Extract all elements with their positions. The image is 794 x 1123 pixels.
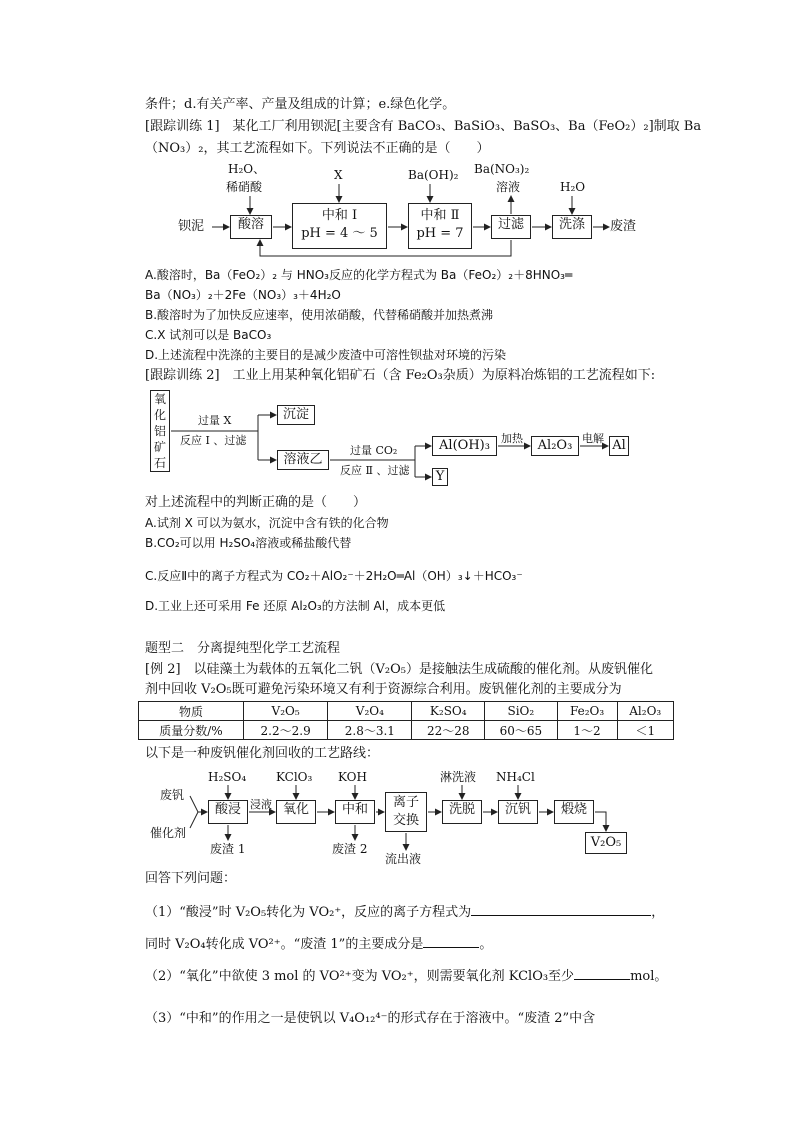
reaction-2-label: 反应 Ⅱ 、过滤: [340, 464, 410, 477]
example2-line2: 剂中回收 V₂O₅既可避免污染环境又有利于资源综合利用。废钒催化剂的主要成分为: [145, 682, 622, 697]
excess-x-label: 过量 X: [198, 414, 232, 427]
table-header-cell: Fe₂O₃: [557, 702, 617, 721]
end-waste-residue: 废渣: [610, 219, 637, 234]
box-aluminum-hydroxide: Al(OH)₃: [432, 436, 497, 456]
practice2-option-b: B.CO₂可以用 H₂SO₄溶液或稀盐酸代替: [145, 536, 352, 550]
ore-char: 化: [153, 408, 166, 422]
table-header-cell: V₂O₅: [244, 702, 328, 721]
ore-char: 铝: [153, 424, 166, 438]
box-aluminum: Al: [609, 436, 629, 456]
box-filter: 过滤: [491, 215, 531, 239]
practice1-stem-line2: （NO₃）₂，其工艺流程如下。下列说法不正确的是（ ）: [145, 141, 490, 156]
practice1-option-a-line2: Ba（NO₃）₂＋2Fe（NO₃）₃＋4H₂O: [145, 288, 341, 302]
table-cell: 2.2～2.9: [244, 721, 328, 740]
period: 。: [479, 937, 493, 952]
leachate-label: 浸液: [250, 798, 272, 811]
input-x-label: X: [334, 168, 343, 182]
comma: ，: [651, 905, 665, 920]
table-header-cell: V₂O₄: [328, 702, 412, 721]
example2-line1: [例 2] 以硅藻土为载体的五氧化二钒（V₂O₅）是接触法生成硫酸的催化剂。从废钒催化: [145, 662, 654, 677]
neutralize-1-title: 中和 Ⅰ: [321, 208, 358, 223]
practice1-option-a-line1: A.酸溶时，Ba（FeO₂）₂ 与 HNO₃反应的化学方程式为 Ba（FeO₂）₂＋8HNO₃═: [145, 268, 573, 282]
ore-char: 氧: [153, 392, 166, 406]
route-intro: 以下是一种废钒催化剂回收的工艺路线：: [145, 746, 380, 761]
ore-char: 矿: [153, 440, 166, 454]
table-cell: 2.8～3.1: [328, 721, 412, 740]
neutralize-2-ph: pH = 7: [416, 226, 464, 241]
wash-liquid-label: 淋洗液: [440, 770, 477, 784]
box-solution-b: 溶液乙: [277, 450, 329, 470]
input-h2o-label: H₂O、: [228, 162, 266, 176]
start-barium-mud: 钡泥: [178, 219, 205, 234]
box-neutralize: 中和: [335, 800, 375, 824]
box-acid-dissolve: 酸溶: [230, 215, 272, 239]
residue-1-label: 废渣 1: [210, 842, 246, 856]
residue-2-label: 废渣 2: [332, 842, 368, 856]
reaction-1-label: 反应 Ⅰ 、过滤: [180, 434, 247, 447]
koh-label: KOH: [338, 770, 367, 784]
box-precipitate: 沉淀: [277, 405, 315, 425]
table-cell: ＜1: [617, 721, 673, 740]
question-1-text-2: 同时 V₂O₄转化成 VO²⁺。“废渣 1”的主要成分是: [145, 937, 424, 952]
input-baoh2-label: Ba(OH)₂: [408, 168, 459, 182]
question-2-text: （2）“氧化”中欲使 3 mol 的 VO²⁺变为 VO₂⁺，则需要氧化剂 KClO₃至少: [145, 969, 575, 984]
effluent-label: 流出液: [385, 852, 422, 866]
ion-exchange-line1: 离子: [392, 795, 419, 810]
ion-exchange-line2: 交换: [392, 813, 419, 828]
practice2-question: 对上述流程中的判断正确的是（ ）: [145, 495, 367, 510]
box-v2o5-product: V₂O₅: [585, 832, 627, 854]
box-wash: 洗涤: [552, 215, 592, 239]
table-cell: 质量分数/%: [139, 721, 244, 740]
input-h2o-wash-label: H₂O: [560, 180, 586, 194]
section-heading: 题型二 分离提纯型化学工艺流程: [145, 641, 341, 656]
box-acid-leach: 酸浸: [208, 800, 248, 824]
practice1-option-b: B.酸溶时为了加快反应速率，使用浓硝酸，代替稀硝酸并加热煮沸: [145, 308, 494, 322]
box-calcine: 煅烧: [554, 800, 594, 824]
box-elute: 洗脱: [442, 800, 482, 824]
table-header-cell: Al₂O₃: [617, 702, 673, 721]
output-solution-label: 溶液: [496, 180, 521, 194]
waste-catalyst-label-1: 废钒: [160, 788, 185, 802]
output-bano3-label: Ba(NO₃)₂: [474, 162, 530, 176]
practice2-option-c: C.反应Ⅱ中的离子方程式为 CO₂＋AlO₂⁻＋2H₂O═Al（OH）₃↓＋HCO₃⁻: [145, 569, 523, 583]
electrolysis-label: 电解: [582, 432, 604, 445]
practice1-option-d: D.上述流程中洗涤的主要目的是减少废渣中可溶性钡盐对环境的污染: [145, 348, 507, 362]
practice1-stem-line1: [跟踪训练 1] 某化工厂利用钡泥[主要含有 BaCO₃、BaSiO₃、BaSO₃、Ba（FeO₂）₂]制取 Ba: [145, 119, 702, 134]
question-1-text: （1）“酸浸”时 V₂O₅转化为 VO₂⁺，反应的离子方程式为: [145, 905, 472, 920]
box-vanadium-precip: 沉钒: [498, 800, 538, 824]
question-2-unit: mol。: [630, 969, 668, 984]
neutralize-1-ph: pH = 4 ～ 5: [301, 226, 378, 241]
table-cell: 60～65: [485, 721, 558, 740]
h2so4-label: H₂SO₄: [208, 770, 247, 784]
nh4cl-label: NH₄Cl: [496, 770, 535, 784]
box-oxidize: 氧化: [276, 800, 316, 824]
practice1-option-c: C.X 试剂可以是 BaCO₃: [145, 328, 272, 342]
table-cell: 1～2: [557, 721, 617, 740]
practice2-stem: [跟踪训练 2] 工业上用某种氧化铝矿石（含 Fe₂O₃杂质）为原料冶炼铝的工艺流程如下:: [145, 368, 656, 383]
question-3: （3）“中和”的作用之一是使钒以 V₄O₁₂⁴⁻的形式存在于溶液中。“废渣 2”中含: [145, 1011, 596, 1026]
intro-line: 条件；d.有关产率、产量及组成的计算；e.绿色化学。: [145, 97, 456, 112]
answer-prompt: 回答下列问题：: [145, 871, 237, 886]
table-header-cell: SiO₂: [485, 702, 558, 721]
waste-catalyst-label-2: 催化剂: [150, 826, 187, 840]
table-cell: 22～28: [412, 721, 485, 740]
neutralize-2-title: 中和 Ⅱ: [420, 208, 460, 223]
input-dilute-nitric-label: 稀硝酸: [226, 180, 263, 194]
table-header-cell: 物质: [139, 702, 244, 721]
practice2-option-a: A.试剂 X 可以为氨水，沉淀中含有铁的化合物: [145, 516, 389, 530]
box-y: Y: [432, 468, 448, 486]
box-alumina: Al₂O₃: [531, 436, 579, 456]
practice2-option-d: D.工业上还可采用 Fe 还原 Al₂O₃的方法制 Al，成本更低: [145, 599, 446, 613]
kclo3-label: KClO₃: [276, 770, 313, 784]
ore-char: 石: [153, 456, 166, 470]
excess-co2-label: 过量 CO₂: [350, 444, 398, 457]
table-header-cell: K₂SO₄: [412, 702, 485, 721]
heat-label: 加热: [501, 432, 523, 445]
